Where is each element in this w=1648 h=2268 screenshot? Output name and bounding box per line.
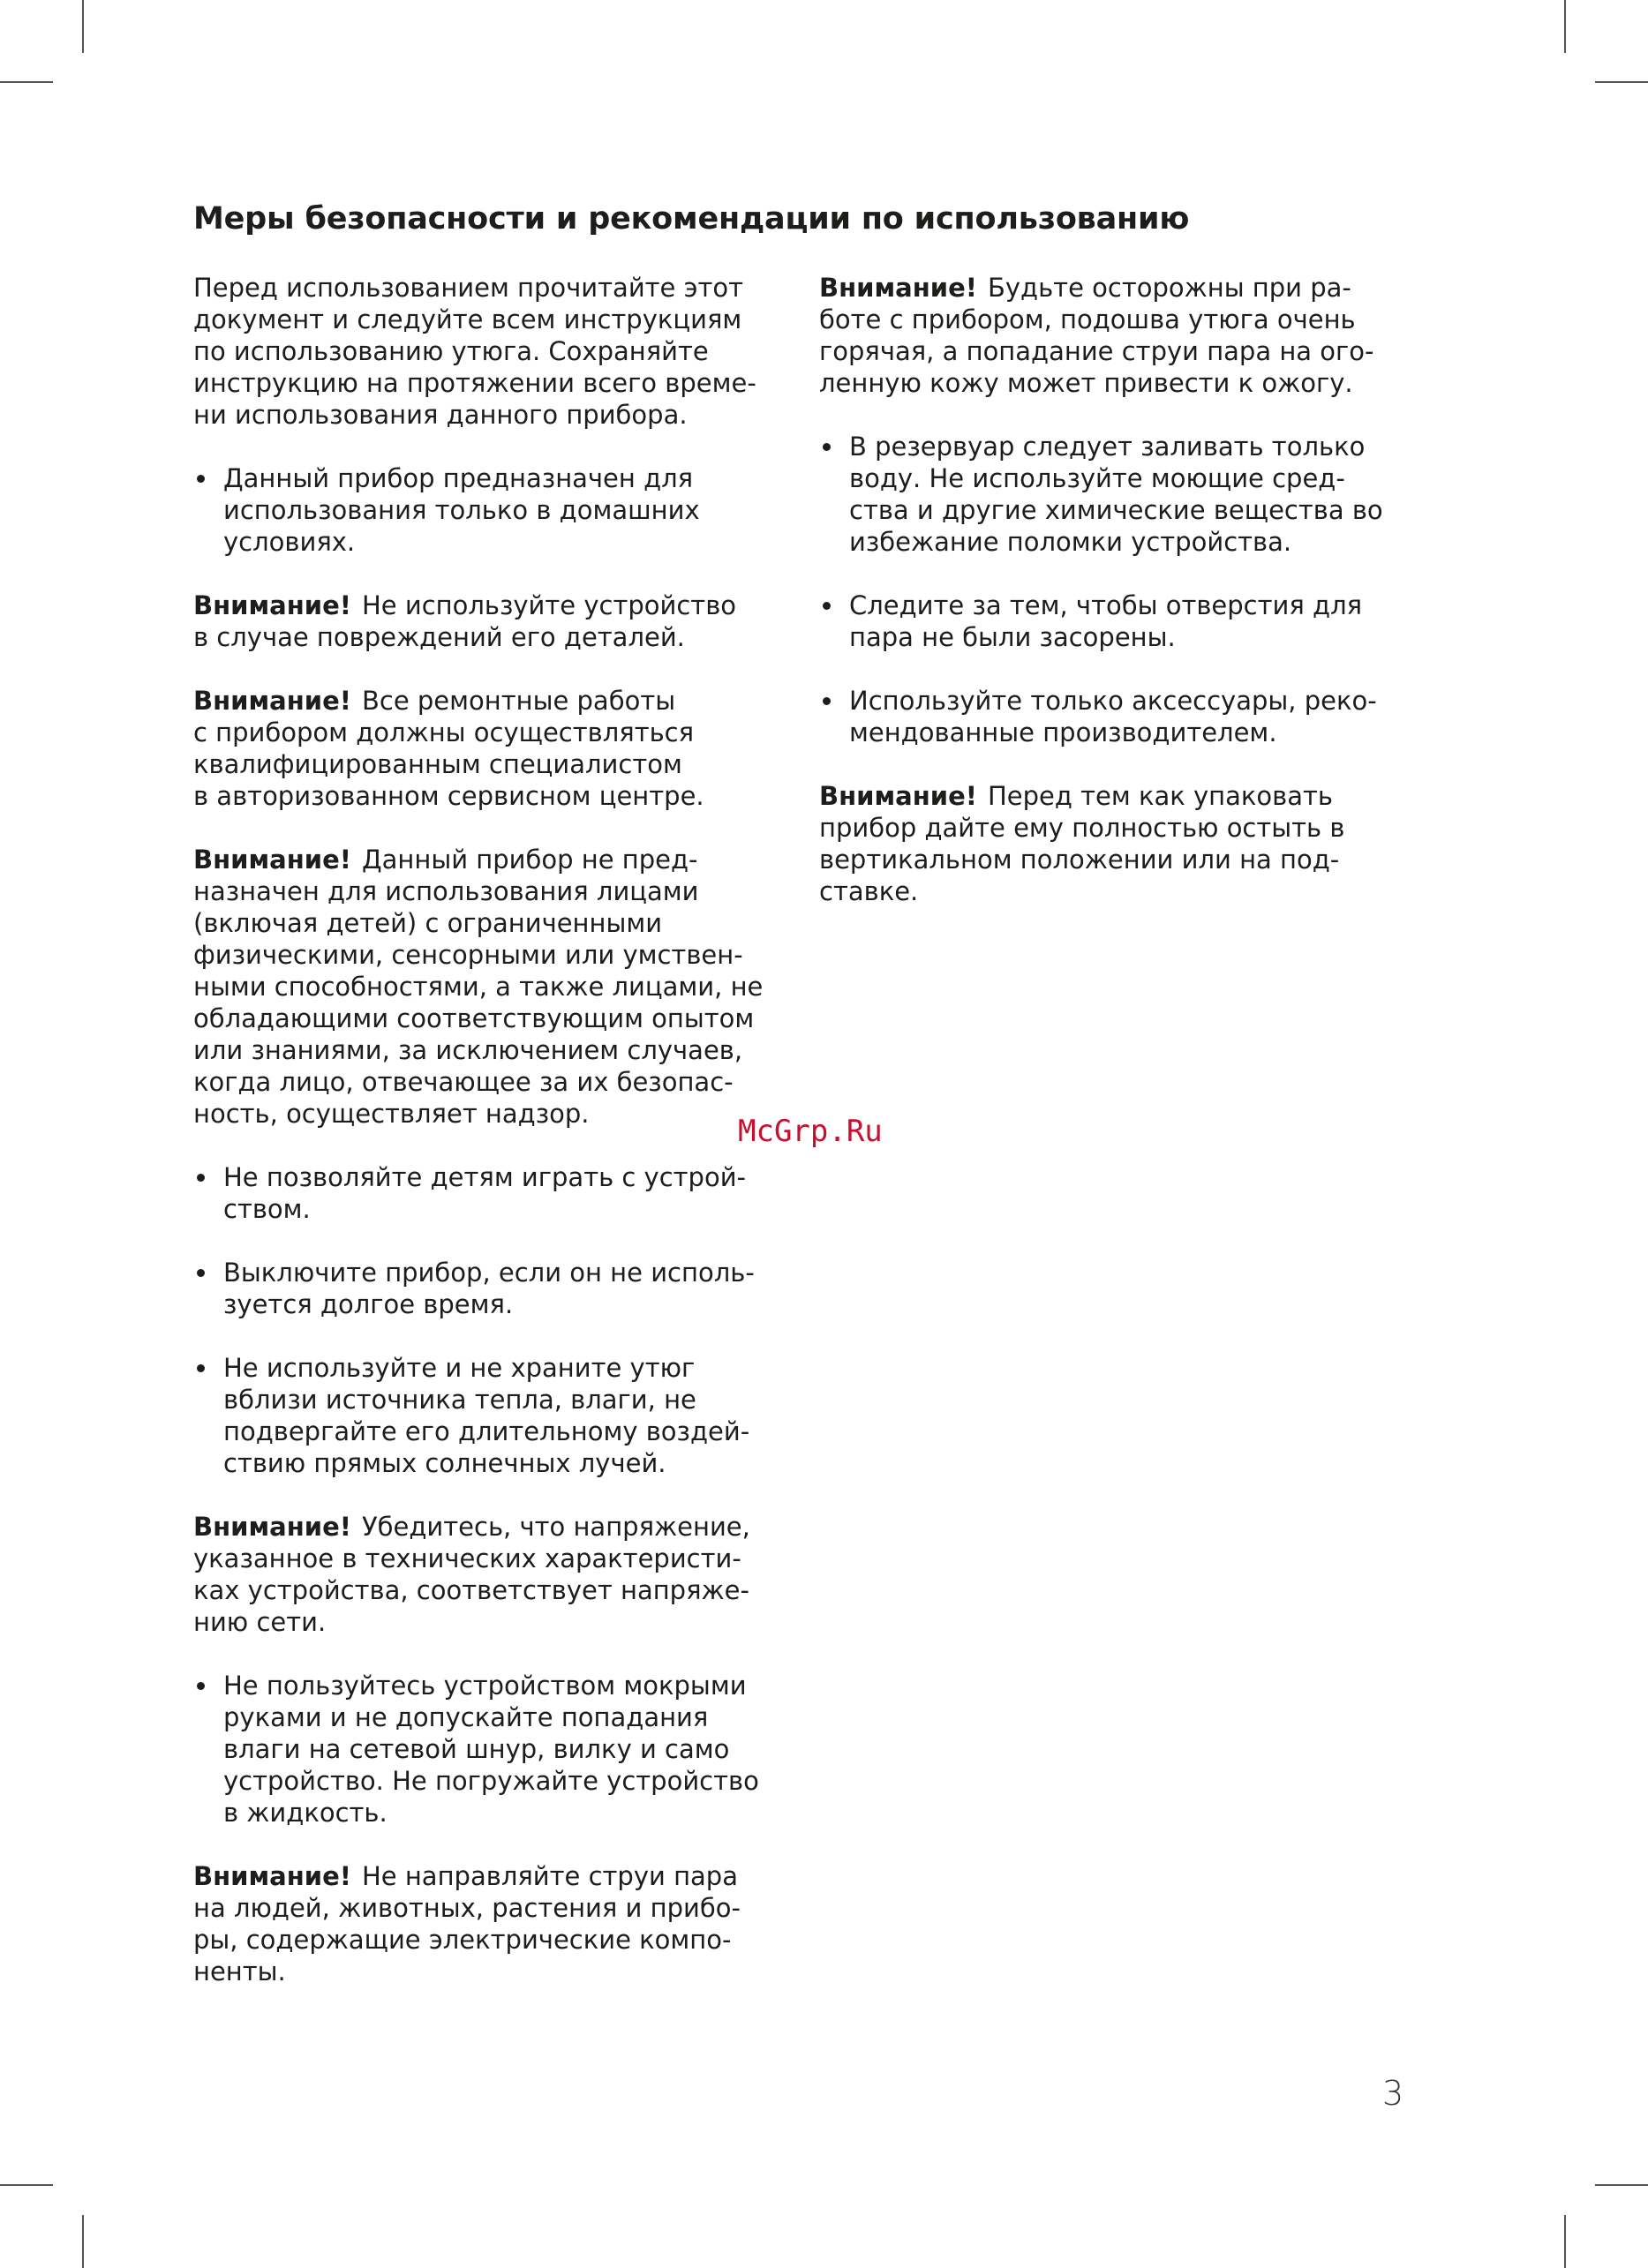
crop-mark-bottom-left-h	[0, 2184, 53, 2186]
text-line-content: ставке.	[819, 876, 919, 906]
text-line-content: пара не были засорены.	[849, 622, 1176, 652]
text-line	[819, 335, 1419, 367]
text-line	[193, 399, 794, 431]
text-line	[193, 1066, 794, 1098]
text-line	[819, 272, 1419, 304]
text-line-content: ством.	[223, 1194, 311, 1224]
text-line-content: Не пользуйтесь устройством мокрыми	[223, 1671, 747, 1701]
text-line-content: квалифицированным специалистом	[193, 749, 682, 779]
text-line	[819, 304, 1419, 335]
bullet-item	[193, 1352, 794, 1479]
text-line-content: мендованные производителем.	[849, 717, 1277, 747]
text-line-content: воду. Не используйте моющие сред-	[849, 463, 1345, 493]
text-line	[819, 875, 1419, 907]
text-line-content: Не направляйте струи пара	[361, 1861, 738, 1891]
text-line-content: использования только в домашних	[223, 495, 700, 525]
text-line-content: прибор дайте ему полностью остыть в	[819, 813, 1345, 843]
warning-label: Внимание!	[819, 781, 977, 811]
text-line-content: Следите за тем, чтобы отверстия для	[849, 590, 1363, 620]
text-line-content: вблизи источника тепла, влаги, не	[223, 1385, 696, 1415]
text-line-content: Выключите прибор, если он не исполь-	[223, 1258, 755, 1288]
text-line-content: ни использования данного прибора.	[193, 400, 688, 430]
text-line-content: Все ремонтные работы	[361, 686, 676, 716]
text-line	[193, 335, 794, 367]
text-line	[819, 812, 1419, 844]
text-line-content: ках устройства, соответствует напряже-	[193, 1575, 749, 1605]
text-line	[193, 939, 794, 971]
text-line-content: избежание поломки устройства.	[849, 527, 1292, 557]
text-line	[193, 1574, 794, 1606]
text-line	[193, 1511, 794, 1543]
bullet-item	[819, 431, 1419, 558]
text-line-content: ства и другие химические вещества во	[849, 495, 1383, 525]
text-line-content: зуется долгое время.	[223, 1289, 514, 1319]
text-line-content: ными способностями, а также лицами, не	[193, 972, 764, 1002]
text-line-content: влаги на сетевой шнур, вилку и само	[223, 1734, 730, 1764]
warning-label: Внимание!	[193, 1861, 351, 1891]
text-line	[849, 621, 1419, 653]
text-line	[223, 1416, 794, 1447]
bullet-dot-icon	[197, 475, 205, 483]
text-line-content: Перед использованием прочитайте этот	[193, 273, 744, 303]
text-line-content: с прибором должны осуществляться	[193, 717, 695, 747]
crop-mark-top-right	[1564, 0, 1566, 53]
bullet-dot-icon	[197, 1364, 205, 1372]
warning-paragraph	[193, 1511, 794, 1638]
text-line-content: Не позволяйте детям играть с устрой-	[223, 1162, 747, 1192]
text-line-content: по использованию утюга. Сохраняйте	[193, 336, 709, 366]
text-line-content: подвергайте его длительному воздей-	[223, 1416, 750, 1446]
warning-paragraph	[193, 1860, 794, 1987]
text-line	[193, 590, 794, 621]
text-line	[223, 1352, 794, 1384]
text-line	[193, 272, 794, 304]
text-line-content: горячая, а попадание струи пара на ого-	[819, 336, 1374, 366]
warning-label: Внимание!	[193, 1512, 351, 1542]
text-line	[193, 621, 794, 653]
text-line-content: ствию прямых солнечных лучей.	[223, 1448, 666, 1478]
text-line-content: физическими, сенсорными или умствен-	[193, 940, 743, 970]
text-line-content: Перед тем как упаковать	[987, 781, 1334, 811]
text-line	[193, 780, 794, 812]
bullet-dot-icon	[823, 443, 831, 451]
text-line-content: ленную кожу может привести к ожогу.	[819, 368, 1353, 398]
text-line	[819, 367, 1419, 399]
text-line-content: когда лицо, отвечающее за их безопас-	[193, 1067, 734, 1097]
text-line-content: устройство. Не погружайте устройство	[223, 1766, 759, 1796]
page-number: 3	[1382, 2074, 1404, 2113]
text-line	[223, 1384, 794, 1416]
warning-paragraph	[819, 272, 1419, 399]
warning-label: Внимание!	[819, 273, 977, 303]
text-line-content: (включая детей) с ограниченными	[193, 908, 663, 938]
text-line-content: ность, осуществляет надзор.	[193, 1099, 590, 1129]
text-line-content: нию сети.	[193, 1607, 327, 1637]
bullet-item	[193, 462, 794, 558]
text-line	[223, 494, 794, 526]
text-line	[193, 1003, 794, 1034]
bullet-dot-icon	[823, 602, 831, 610]
text-line-content: Не используйте устройство	[361, 590, 737, 620]
right-column	[819, 272, 1419, 939]
text-line-content: ры, содержащие электрические компо-	[193, 1925, 732, 1955]
text-line	[223, 1288, 794, 1320]
crop-mark-bottom-right-h	[1595, 2184, 1648, 2186]
text-line-content: Используйте только аксессуары, реко-	[849, 686, 1377, 716]
crop-mark-top-left	[82, 0, 84, 53]
crop-mark-bottom-right	[1564, 2215, 1566, 2268]
text-line	[193, 971, 794, 1003]
text-line-content: руками и не допускайте попадания	[223, 1702, 709, 1732]
bullet-item	[193, 1257, 794, 1320]
text-line-content: ненты.	[193, 1956, 286, 1986]
text-line	[193, 1098, 794, 1130]
text-line-content: в жидкость.	[223, 1798, 388, 1828]
text-line-content: Данный прибор не пред-	[361, 845, 698, 875]
text-line	[223, 462, 794, 494]
text-line	[849, 685, 1419, 717]
left-column	[193, 272, 794, 2019]
text-line-content: боте с прибором, подошва утюга очень	[819, 304, 1356, 334]
text-line	[193, 748, 794, 780]
warning-label: Внимание!	[193, 590, 351, 620]
text-line-content: или знаниями, за исключением случаев,	[193, 1035, 743, 1065]
text-line	[849, 431, 1419, 462]
text-line-content: в авторизованном сервисном центре.	[193, 781, 704, 811]
warning-paragraph	[819, 780, 1419, 907]
crop-mark-bottom-left	[82, 2215, 84, 2268]
text-line-content: назначен для использования лицами	[193, 876, 699, 906]
text-line	[193, 1034, 794, 1066]
text-line-content: В резервуар следует заливать только	[849, 432, 1366, 462]
text-line	[849, 526, 1419, 558]
warning-paragraph	[193, 844, 794, 1130]
text-line	[223, 1257, 794, 1288]
text-line-content: Будьте осторожны при ра-	[987, 273, 1351, 303]
text-line	[193, 1924, 794, 1956]
text-line	[223, 526, 794, 558]
text-line	[849, 590, 1419, 621]
text-line	[193, 367, 794, 399]
text-line	[819, 780, 1419, 812]
text-line	[193, 1543, 794, 1574]
crop-mark-top-left-h	[0, 81, 53, 83]
text-line	[223, 1670, 794, 1701]
text-line	[193, 304, 794, 335]
text-line	[223, 1765, 794, 1797]
text-line	[193, 844, 794, 875]
warning-paragraph	[193, 590, 794, 653]
text-line-content: инструкцию на протяжении всего време-	[193, 368, 756, 398]
page-title: Меры безопасности и рекомендации по использованию	[193, 201, 1190, 237]
text-line-content: указанное в технических характеристи-	[193, 1543, 741, 1573]
bullet-dot-icon	[197, 1682, 205, 1690]
bullet-item	[819, 685, 1419, 748]
watermark: McGrp.Ru	[738, 1114, 883, 1149]
text-line	[193, 875, 794, 907]
text-line-content: Данный прибор предназначен для	[223, 463, 694, 493]
text-line	[193, 1606, 794, 1638]
warning-label: Внимание!	[193, 845, 351, 875]
text-line	[223, 1797, 794, 1829]
text-line-content: Не используйте и не храните утюг	[223, 1353, 696, 1383]
intro-paragraph	[193, 272, 794, 431]
warning-label: Внимание!	[193, 686, 351, 716]
bullet-item	[819, 590, 1419, 653]
text-line	[223, 1701, 794, 1733]
text-line	[193, 717, 794, 748]
bullet-dot-icon	[197, 1174, 205, 1182]
text-line-content: обладающими соответствующим опытом	[193, 1003, 755, 1033]
text-line	[849, 462, 1419, 494]
text-line-content: условиях.	[223, 527, 356, 557]
text-line	[223, 1447, 794, 1479]
text-line	[193, 907, 794, 939]
bullet-dot-icon	[823, 697, 831, 705]
text-line-content: документ и следуйте всем инструкциям	[193, 304, 742, 334]
text-line-content: на людей, животных, растения и прибо-	[193, 1893, 741, 1923]
text-line	[193, 685, 794, 717]
bullet-item	[193, 1161, 794, 1225]
text-line-content: вертикальном положении или на под-	[819, 845, 1340, 875]
warning-paragraph	[193, 685, 794, 812]
text-line	[193, 1892, 794, 1924]
text-line	[849, 494, 1419, 526]
text-line	[223, 1193, 794, 1225]
text-line	[193, 1860, 794, 1892]
text-line-content: в случае повреждений его деталей.	[193, 622, 685, 652]
text-line	[223, 1161, 794, 1193]
text-line	[849, 717, 1419, 748]
text-line-content: Убедитесь, что напряжение,	[361, 1512, 750, 1542]
text-line	[223, 1733, 794, 1765]
crop-mark-top-right-h	[1595, 81, 1648, 83]
bullet-dot-icon	[197, 1269, 205, 1277]
text-line	[193, 1956, 794, 1987]
text-line	[819, 844, 1419, 875]
bullet-item	[193, 1670, 794, 1829]
